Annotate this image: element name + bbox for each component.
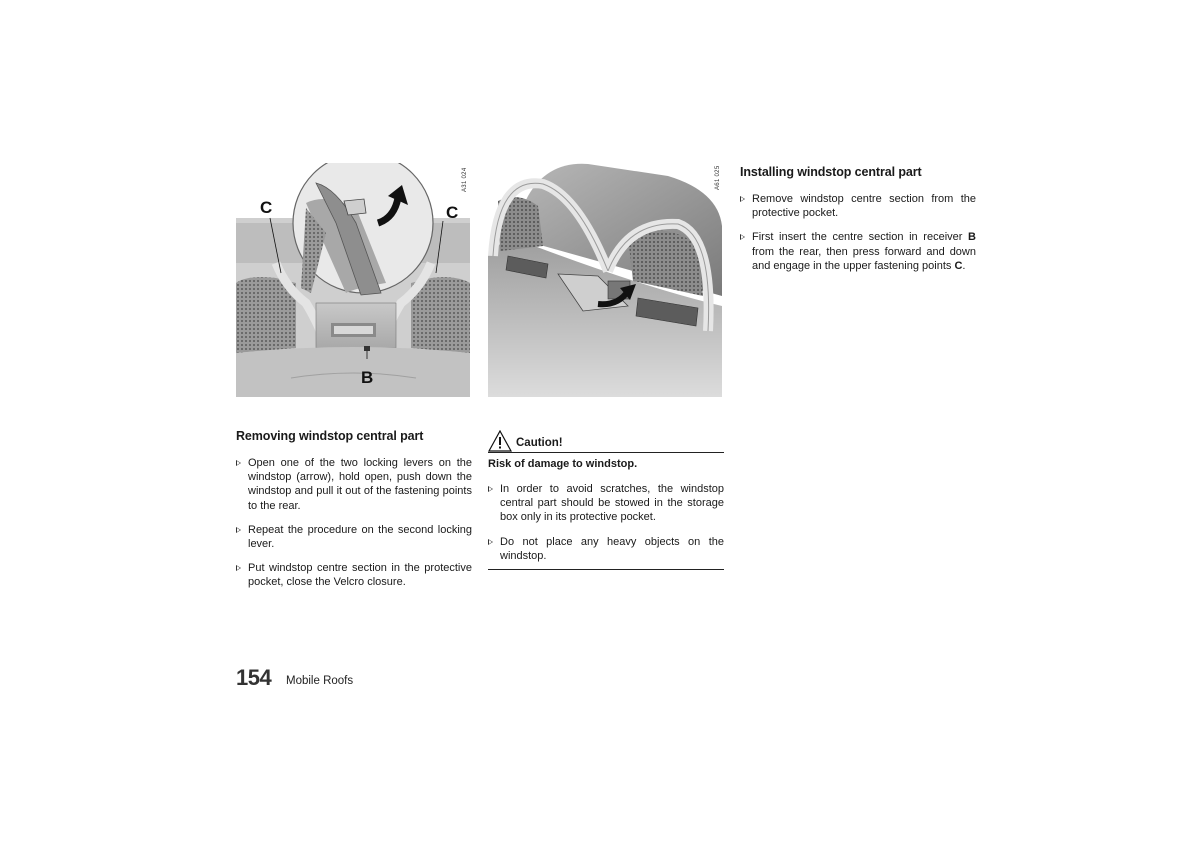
- bullet-triangle-icon: [488, 486, 493, 492]
- list-item: First insert the centre section in receiver B from the rear, then press forward and down and engage in the upper fastening points C.: [740, 230, 976, 273]
- caution-bottom-rule: [488, 569, 724, 570]
- callout-c-left: C: [260, 198, 273, 217]
- caution-subtitle: Risk of damage to windstop.: [488, 458, 638, 470]
- warning-triangle-icon: [488, 430, 512, 452]
- bullet-triangle-icon: [236, 565, 241, 571]
- caution-title: Caution!: [516, 437, 563, 449]
- caution-top-rule: [488, 452, 724, 453]
- caution-header: [488, 430, 724, 452]
- bullet-triangle-icon: [488, 539, 493, 545]
- bullet-triangle-icon: [740, 234, 745, 240]
- installing-heading: Installing windstop central part: [740, 165, 922, 179]
- windstop-rear-illustration: [488, 156, 722, 397]
- figure-installing-windstop: [488, 156, 722, 397]
- list-item: Repeat the procedure on the second locking lever.: [236, 523, 472, 551]
- page-number: 154: [236, 665, 272, 690]
- figure-code-right: A61 025: [715, 165, 721, 190]
- list-item: In order to avoid scratches, the windstop central part should be stowed in the storage box only in its protective pocket.: [488, 482, 724, 525]
- list-item: Remove windstop centre section from the protective pocket.: [740, 192, 976, 220]
- installing-steps: [740, 192, 976, 283]
- list-item: Do not place any heavy objects on the windstop.: [488, 535, 724, 563]
- chapter-title: Mobile Roofs: [286, 675, 354, 687]
- list-item: Put windstop centre section in the protective pocket, close the Velcro closure.: [236, 561, 472, 589]
- bullet-triangle-icon: [236, 460, 241, 466]
- bullet-triangle-icon: [740, 196, 745, 202]
- figure-removing-windstop: [236, 163, 470, 397]
- removing-heading: Removing windstop central part: [236, 429, 424, 443]
- removing-steps: [236, 456, 472, 600]
- callout-c-right: C: [446, 203, 459, 222]
- callout-b: B: [361, 368, 374, 387]
- list-item: Open one of the two locking levers on the windstop (arrow), hold open, push down the windstop and pull it out of the fastening points to the rear.: [236, 456, 472, 513]
- caution-items: [488, 482, 724, 573]
- bullet-triangle-icon: [236, 527, 241, 533]
- figure-code-left: A31 024: [462, 167, 468, 192]
